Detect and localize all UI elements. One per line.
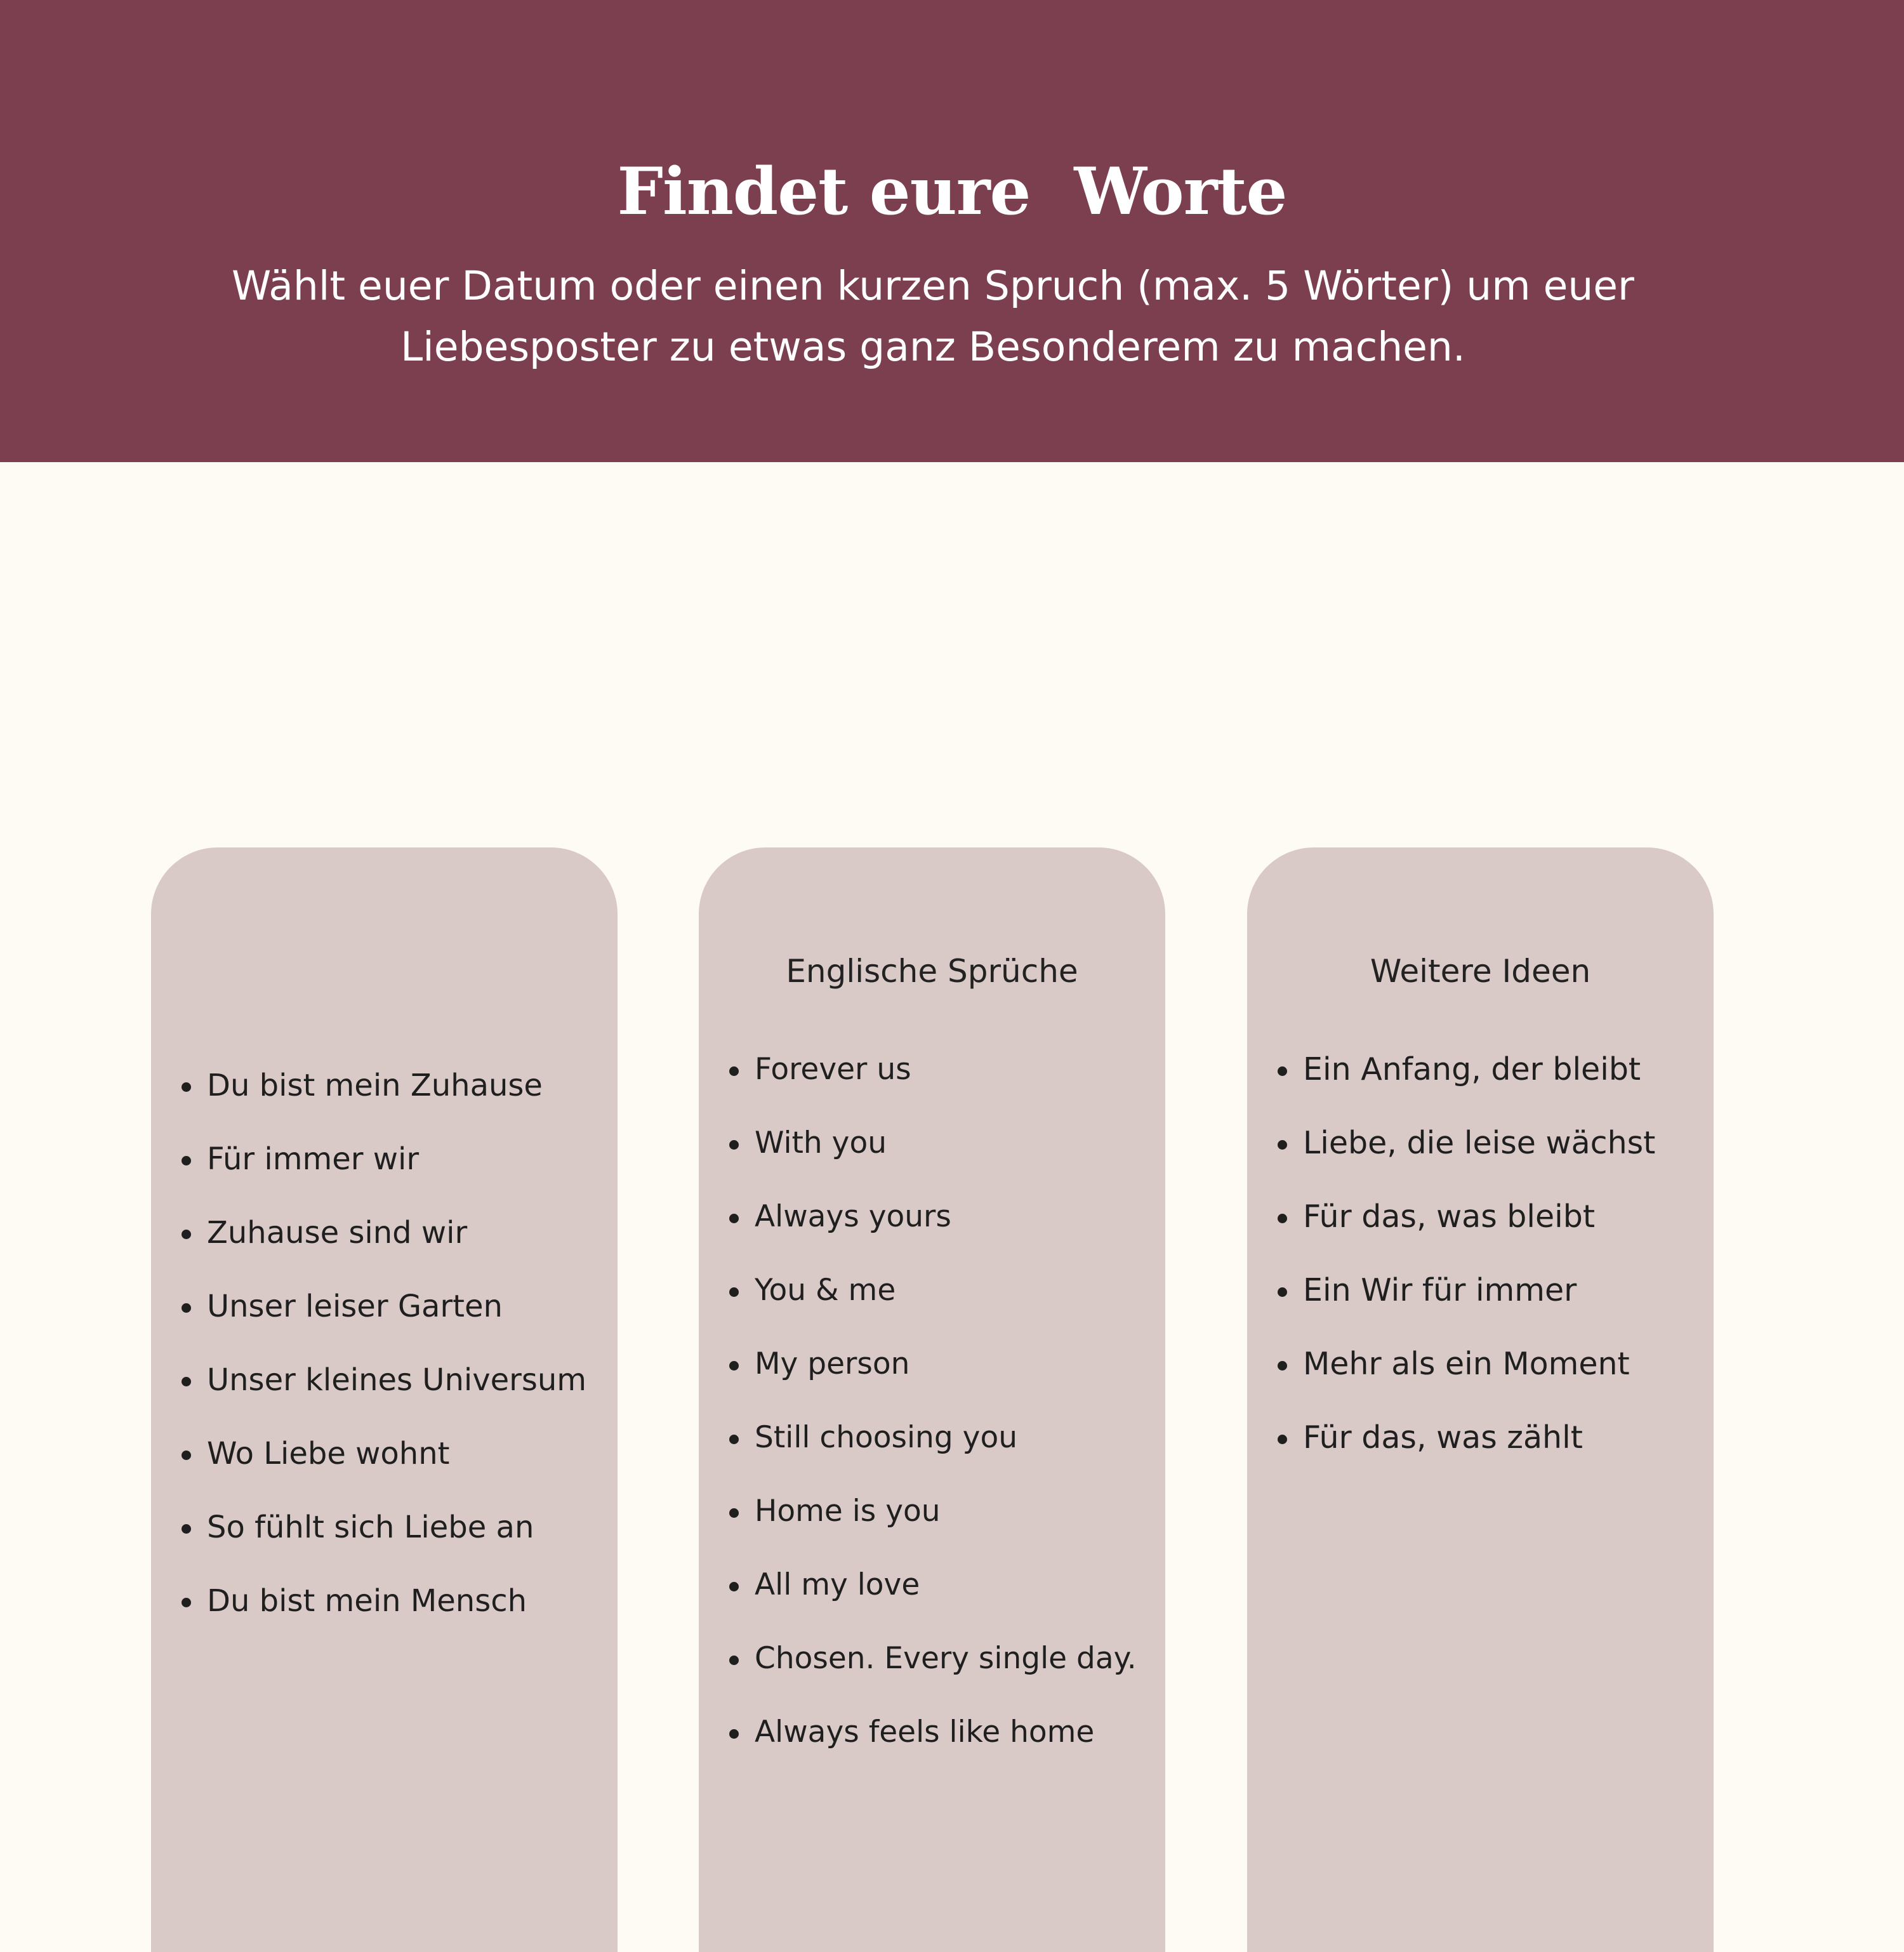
- page-subtitle: Wählt euer Datum oder einen kurzen Spruch (max. 5 Wörter) um euer Liebesposter zu etwas ganz Besonderem zu machen.: [232, 263, 1634, 370]
- sayings-list: [729, 1047, 1137, 1784]
- list-item: Mehr als ein Moment: [1278, 1342, 1655, 1416]
- card-english-sayings: [699, 847, 1165, 1952]
- card-title-english: Englische Sprüche: [786, 953, 1078, 990]
- list-item: Ein Anfang, der bleibt: [1278, 1047, 1655, 1121]
- header-banner: [0, 0, 1904, 462]
- list-item: Always feels like home: [729, 1710, 1137, 1784]
- list-item: Forever us: [729, 1047, 1137, 1121]
- card-title-more-ideas: Weitere Ideen: [1370, 953, 1591, 990]
- list-item: Zuhause sind wir: [182, 1211, 586, 1284]
- list-item: My person: [729, 1342, 1137, 1416]
- list-item: Für das, was zählt: [1278, 1416, 1655, 1489]
- list-item: Unser leiser Garten: [182, 1284, 586, 1358]
- list-item: Für immer wir: [182, 1137, 586, 1211]
- list-item: Liebe, die leise wächst: [1278, 1121, 1655, 1195]
- list-item: With you: [729, 1121, 1137, 1195]
- page-title: Findet eure Worte: [617, 154, 1287, 230]
- list-item: Du bist mein Mensch: [182, 1579, 586, 1652]
- list-item: Für das, was bleibt: [1278, 1195, 1655, 1268]
- list-item: Wo Liebe wohnt: [182, 1431, 586, 1505]
- sayings-list: [182, 1063, 586, 1652]
- list-item: Du bist mein Zuhause: [182, 1063, 586, 1137]
- card-more-ideas: [1247, 847, 1714, 1952]
- list-item: So fühlt sich Liebe an: [182, 1505, 586, 1579]
- list-item: Ein Wir für immer: [1278, 1268, 1655, 1342]
- list-item: Always yours: [729, 1195, 1137, 1268]
- list-item: You & me: [729, 1268, 1137, 1342]
- list-item: All my love: [729, 1563, 1137, 1637]
- card-german-sayings: [151, 847, 618, 1952]
- list-item: Still choosing you: [729, 1416, 1137, 1489]
- list-item: Chosen. Every single day.: [729, 1637, 1137, 1710]
- sayings-list: [1278, 1047, 1655, 1489]
- list-item: Home is you: [729, 1489, 1137, 1563]
- list-item: Unser kleines Universum: [182, 1358, 586, 1431]
